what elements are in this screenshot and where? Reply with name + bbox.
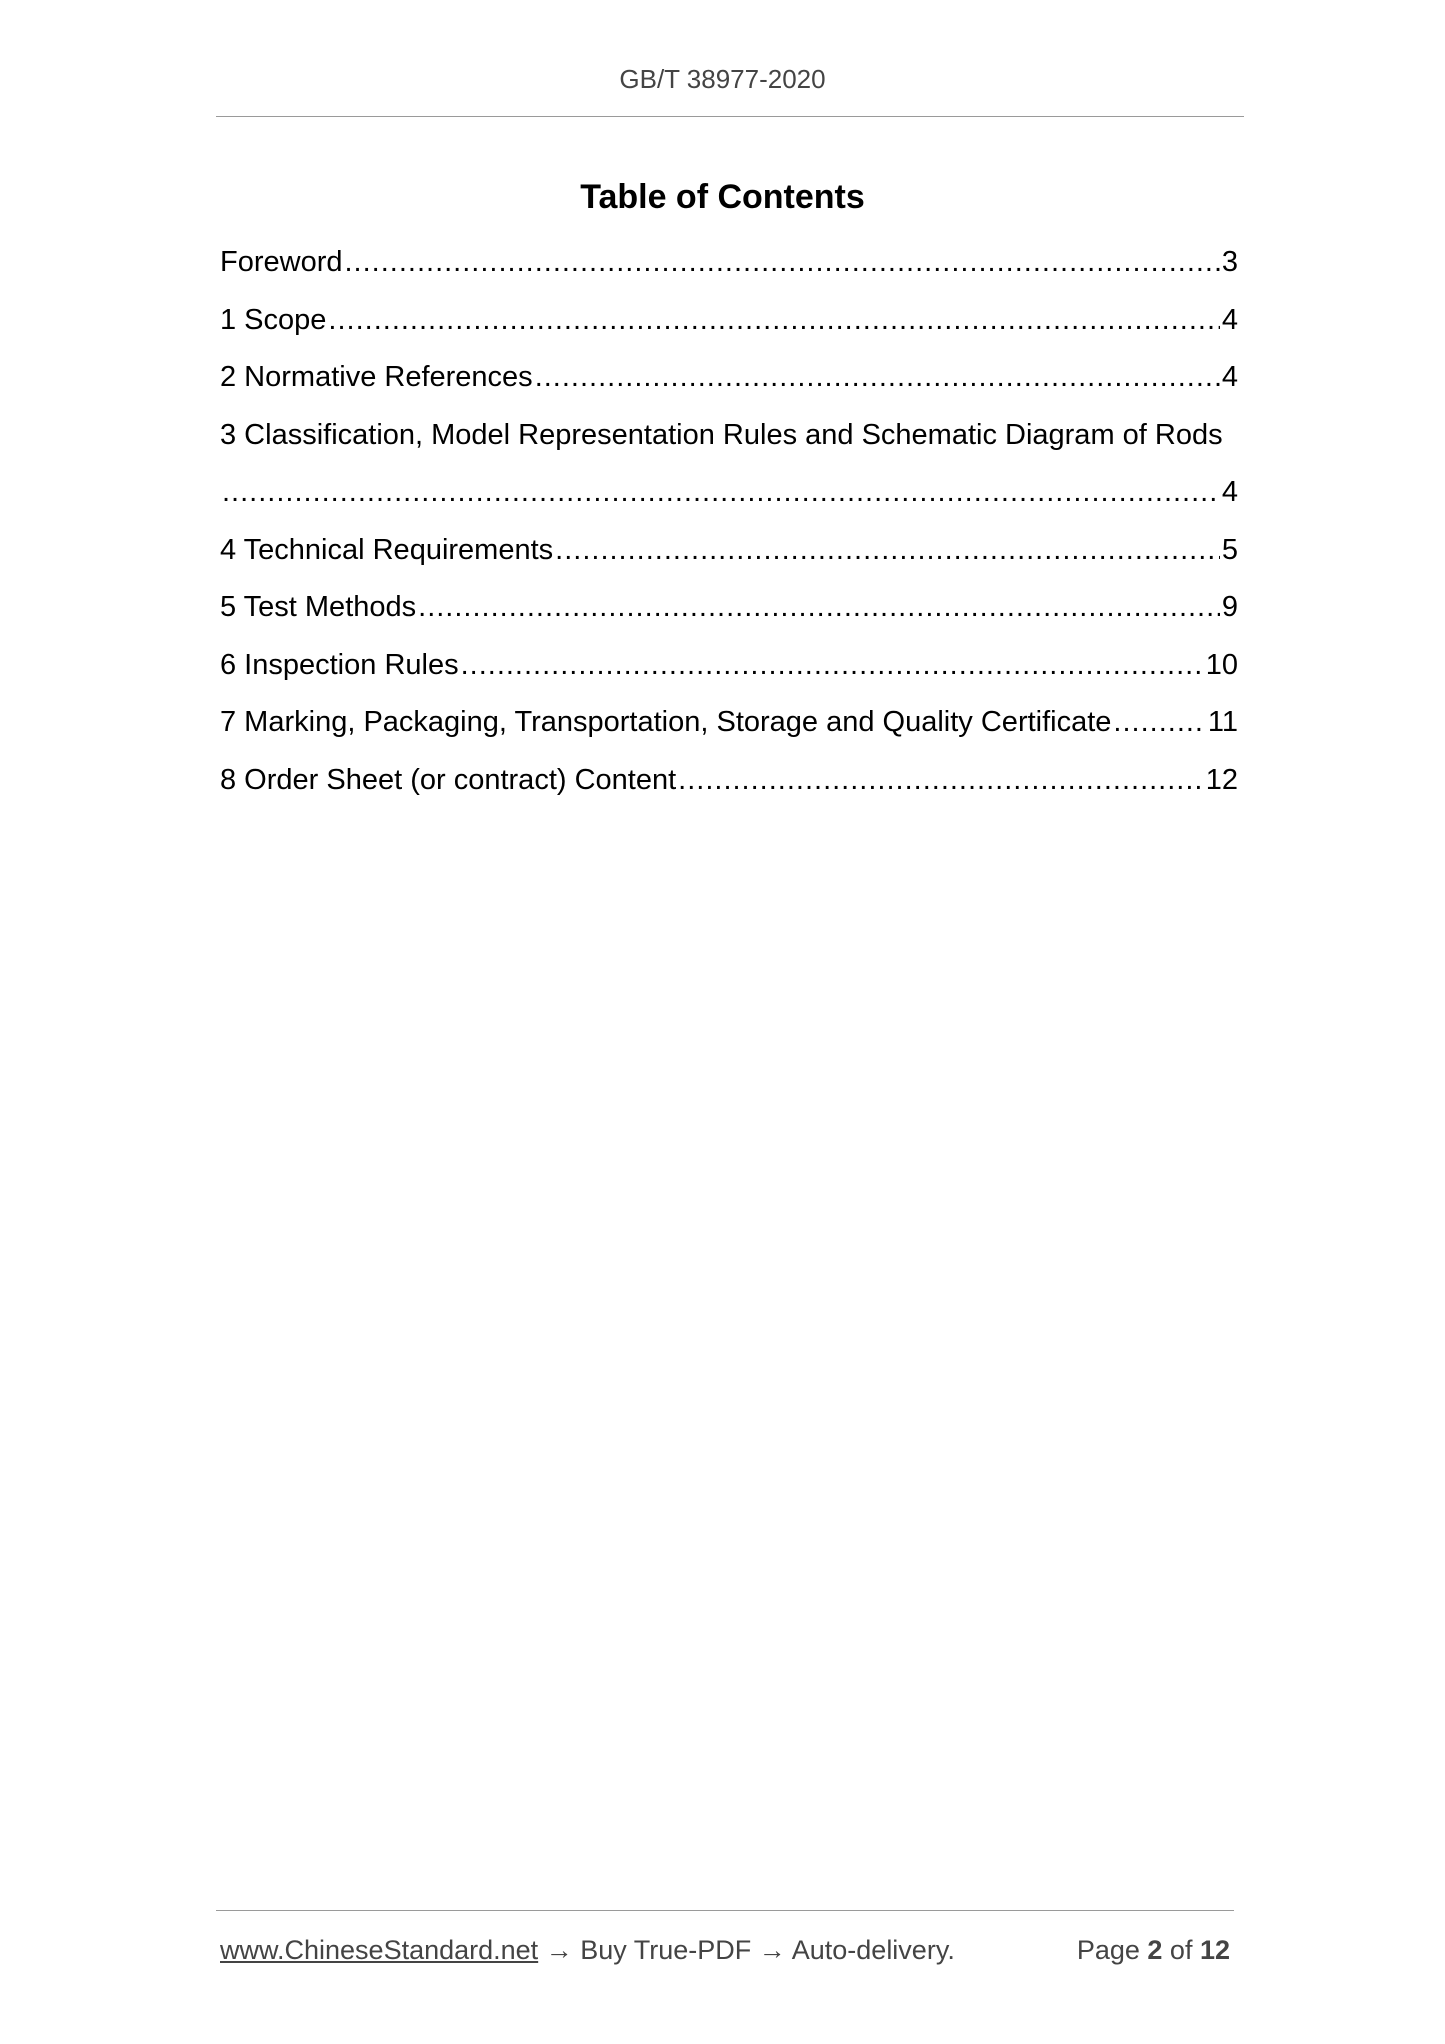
toc-entry-foreword[interactable] xyxy=(220,246,1238,304)
toc-entry-normative-references[interactable] xyxy=(220,361,1238,419)
toc-entry-label: 4 Technical Requirements xyxy=(220,533,554,566)
page-indicator xyxy=(1077,1935,1230,1966)
toc-entry-page: 10 xyxy=(1205,648,1238,681)
toc-entry-label: 8 Order Sheet (or contract) Content xyxy=(220,763,677,796)
toc-entry-page: 12 xyxy=(1205,763,1238,796)
toc-leader-dots xyxy=(328,304,1219,337)
header-divider xyxy=(216,116,1244,117)
toc-entry-page: 5 xyxy=(1221,533,1238,566)
total-page-count: 12 xyxy=(1199,1935,1230,1965)
toc-entry-label: Foreword xyxy=(220,246,343,278)
toc-leader-dots xyxy=(555,534,1220,567)
toc-entry-classification[interactable] xyxy=(220,419,1238,534)
toc-entry-inspection-rules[interactable] xyxy=(220,649,1238,707)
page-of: of xyxy=(1162,1935,1200,1965)
toc-leader-dots xyxy=(1113,706,1205,739)
toc-leader-dots xyxy=(345,246,1220,279)
toc-leader-dots xyxy=(461,649,1204,682)
footer-divider xyxy=(216,1910,1234,1911)
toc-leader-dots xyxy=(418,591,1220,624)
toc-entry-test-methods[interactable] xyxy=(220,591,1238,649)
toc-entry-order-sheet[interactable] xyxy=(220,764,1238,822)
toc-entry-label: 2 Normative References xyxy=(220,361,533,393)
toc-entry-marking-packaging[interactable] xyxy=(220,706,1238,764)
toc-entry-page: 4 xyxy=(1221,476,1238,508)
document-id-header: GB/T 38977-2020 xyxy=(619,64,826,94)
toc-entry-label: 7 Marking, Packaging, Transportation, Storage and Quality Certificate xyxy=(220,706,1112,738)
table-of-contents xyxy=(220,246,1238,821)
footer-tagline: → Buy True-PDF → Auto-delivery. xyxy=(538,1935,955,1965)
page-footer xyxy=(220,1935,1230,1966)
toc-entry-label: 1 Scope xyxy=(220,303,327,336)
toc-entry-page: 11 xyxy=(1207,706,1238,738)
toc-entry-technical-requirements[interactable] xyxy=(220,534,1238,592)
page-prefix: Page xyxy=(1076,1935,1148,1965)
toc-entry-scope[interactable] xyxy=(220,304,1238,362)
toc-entry-page: 3 xyxy=(1221,246,1238,278)
website-link[interactable]: www.ChineseStandard.net xyxy=(220,1935,539,1965)
toc-leader-dots xyxy=(535,361,1220,394)
toc-entry-page: 4 xyxy=(1221,361,1238,393)
toc-leader-dots xyxy=(222,476,1220,509)
toc-entry-label: 5 Test Methods xyxy=(220,591,417,623)
toc-leader-dots xyxy=(678,764,1204,797)
current-page-number: 2 xyxy=(1147,1935,1163,1965)
toc-entry-page: 9 xyxy=(1221,591,1238,623)
toc-title: Table of Contents xyxy=(580,178,865,216)
toc-entry-page: 4 xyxy=(1221,303,1238,336)
toc-entry-label: 6 Inspection Rules xyxy=(220,648,459,681)
toc-entry-label: 3 Classification, Model Representation Rules and Schematic Diagram of Rods xyxy=(220,418,1223,451)
